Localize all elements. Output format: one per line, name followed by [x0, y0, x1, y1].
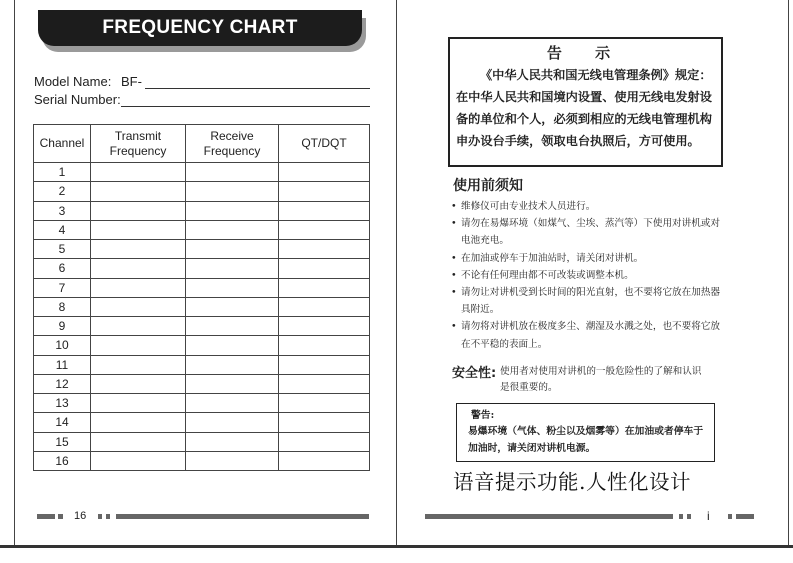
receive-cell: [186, 317, 279, 336]
receive-cell: [186, 355, 279, 374]
qt-dqt-cell: [279, 374, 370, 393]
receive-cell: [186, 432, 279, 451]
notice-title: 告 示: [546, 44, 625, 62]
table-row: [34, 374, 370, 393]
receive-cell: [186, 220, 279, 239]
receive-cell: [186, 182, 279, 201]
channel-cell: 14: [34, 413, 91, 432]
header-transmit: Transmit Frequency: [91, 125, 186, 163]
channel-cell: 15: [34, 432, 91, 451]
table-row: [34, 240, 370, 259]
qt-dqt-cell: [279, 394, 370, 413]
receive-cell: [186, 259, 279, 278]
model-name-label: Model Name:: [34, 74, 112, 89]
channel-cell: 4: [34, 220, 91, 239]
right-page-number: i: [707, 509, 710, 523]
warning-body: 易爆环境（气体、粉尘以及烟雾等）在加油或者停车于加油时，请关闭对讲机电源。: [468, 426, 704, 454]
transmit-cell: [91, 374, 186, 393]
footer-bar: [425, 514, 673, 519]
footer-bar: [98, 514, 102, 519]
right-page-edge: [788, 0, 789, 548]
qt-dqt-cell: [279, 240, 370, 259]
safety-text-continued: 是很重要的。: [500, 382, 558, 393]
qt-dqt-cell: [279, 336, 370, 355]
safety-label: 安全性:: [452, 366, 497, 381]
footer-bar: [728, 514, 732, 519]
header-channel: Channel: [34, 125, 91, 163]
receive-cell: [186, 240, 279, 259]
channel-cell: 7: [34, 278, 91, 297]
qt-dqt-cell: [279, 201, 370, 220]
receive-cell: [186, 336, 279, 355]
channel-cell: 13: [34, 394, 91, 413]
qt-dqt-cell: [279, 278, 370, 297]
qt-dqt-cell: [279, 432, 370, 451]
qt-dqt-cell: [279, 451, 370, 470]
table-row: [34, 355, 370, 374]
table-row: [34, 432, 370, 451]
receive-cell: [186, 374, 279, 393]
transmit-cell: [91, 432, 186, 451]
channel-cell: 12: [34, 374, 91, 393]
receive-cell: [186, 163, 279, 182]
transmit-cell: [91, 201, 186, 220]
table-header-row: [34, 125, 370, 163]
footer-bar: [58, 514, 63, 519]
table-row: [34, 182, 370, 201]
transmit-cell: [91, 259, 186, 278]
page-gutter: [396, 0, 397, 548]
receive-cell: [186, 413, 279, 432]
transmit-cell: [91, 413, 186, 432]
warning-title: 警告:: [471, 410, 495, 421]
section-title: 使用前须知: [453, 178, 523, 194]
channel-cell: 3: [34, 201, 91, 220]
channel-cell: 11: [34, 355, 91, 374]
footer-bar: [37, 514, 55, 519]
table-row: [34, 163, 370, 182]
table-row: [34, 394, 370, 413]
header-receive: Receive Frequency: [186, 125, 279, 163]
receive-cell: [186, 451, 279, 470]
left-page-number: 16: [74, 510, 87, 522]
precaution-item: • 请勿让对讲机受到长时间的阳光直射，也不要将它放在加热器具附近。: [451, 284, 726, 318]
channel-cell: 1: [34, 163, 91, 182]
footer-bar: [106, 514, 110, 519]
qt-dqt-cell: [279, 355, 370, 374]
footer-bar: [116, 514, 369, 519]
table-row: [34, 297, 370, 316]
qt-dqt-cell: [279, 297, 370, 316]
table-row: [34, 413, 370, 432]
channel-cell: 10: [34, 336, 91, 355]
transmit-cell: [91, 240, 186, 259]
channel-cell: 5: [34, 240, 91, 259]
model-name-value: BF-: [121, 74, 142, 89]
channel-cell: 16: [34, 451, 91, 470]
qt-dqt-cell: [279, 413, 370, 432]
frequency-table: [33, 124, 370, 471]
qt-dqt-cell: [279, 317, 370, 336]
channel-cell: 2: [34, 182, 91, 201]
header-qt-dqt: QT/DQT: [279, 125, 370, 163]
receive-cell: [186, 297, 279, 316]
table-row: [34, 336, 370, 355]
transmit-cell: [91, 355, 186, 374]
transmit-cell: [91, 394, 186, 413]
transmit-cell: [91, 451, 186, 470]
table-row: [34, 220, 370, 239]
transmit-cell: [91, 336, 186, 355]
qt-dqt-cell: [279, 220, 370, 239]
serial-number-line: [121, 106, 370, 107]
slogan: 语音提示功能.人性化设计: [453, 470, 692, 494]
precaution-item: • 维修仪可由专业技术人员进行。: [451, 198, 726, 215]
receive-cell: [186, 278, 279, 297]
footer-bar: [687, 514, 691, 519]
precaution-item: • 不论有任何理由都不可改装或调整本机。: [451, 267, 726, 284]
transmit-cell: [91, 220, 186, 239]
transmit-cell: [91, 317, 186, 336]
bottom-edge: [0, 545, 793, 548]
frequency-chart-title: FREQUENCY CHART: [38, 10, 362, 46]
notice-body: 《中华人民共和国无线电管理条例》规定：在中华人民共和国境内设置、使用无线电发射设备的单位和个人，必须到相应的无线电管理机构申办设台手续，领取电台执照后，方可使用。: [456, 68, 712, 148]
transmit-cell: [91, 278, 186, 297]
table-row: [34, 317, 370, 336]
transmit-cell: [91, 297, 186, 316]
left-page-edge: [14, 0, 15, 548]
footer-bar: [679, 514, 683, 519]
channel-cell: 8: [34, 297, 91, 316]
safety-text: 使用者对使用对讲机的一般危险性的了解和认识: [500, 366, 702, 377]
precaution-item: • 在加油或停车于加油站时，请关闭对讲机。: [451, 250, 726, 267]
transmit-cell: [91, 163, 186, 182]
precaution-item: • 请勿在易爆环境（如煤气、尘埃、蒸汽等）下使用对讲机或对电池充电。: [451, 215, 726, 249]
serial-number-label: Serial Number:: [34, 92, 121, 107]
table-row: [34, 451, 370, 470]
model-name-line: [145, 88, 370, 89]
channel-cell: 9: [34, 317, 91, 336]
qt-dqt-cell: [279, 163, 370, 182]
table-row: [34, 278, 370, 297]
table-row: [34, 259, 370, 278]
channel-cell: 6: [34, 259, 91, 278]
precautions-list: [451, 198, 726, 353]
footer-bar: [736, 514, 754, 519]
receive-cell: [186, 201, 279, 220]
receive-cell: [186, 394, 279, 413]
qt-dqt-cell: [279, 182, 370, 201]
table-row: [34, 201, 370, 220]
qt-dqt-cell: [279, 259, 370, 278]
transmit-cell: [91, 182, 186, 201]
precaution-item: • 请勿将对讲机放在极度多尘、潮湿及水溅之处，也不要将它放在不平稳的表面上。: [451, 318, 726, 352]
